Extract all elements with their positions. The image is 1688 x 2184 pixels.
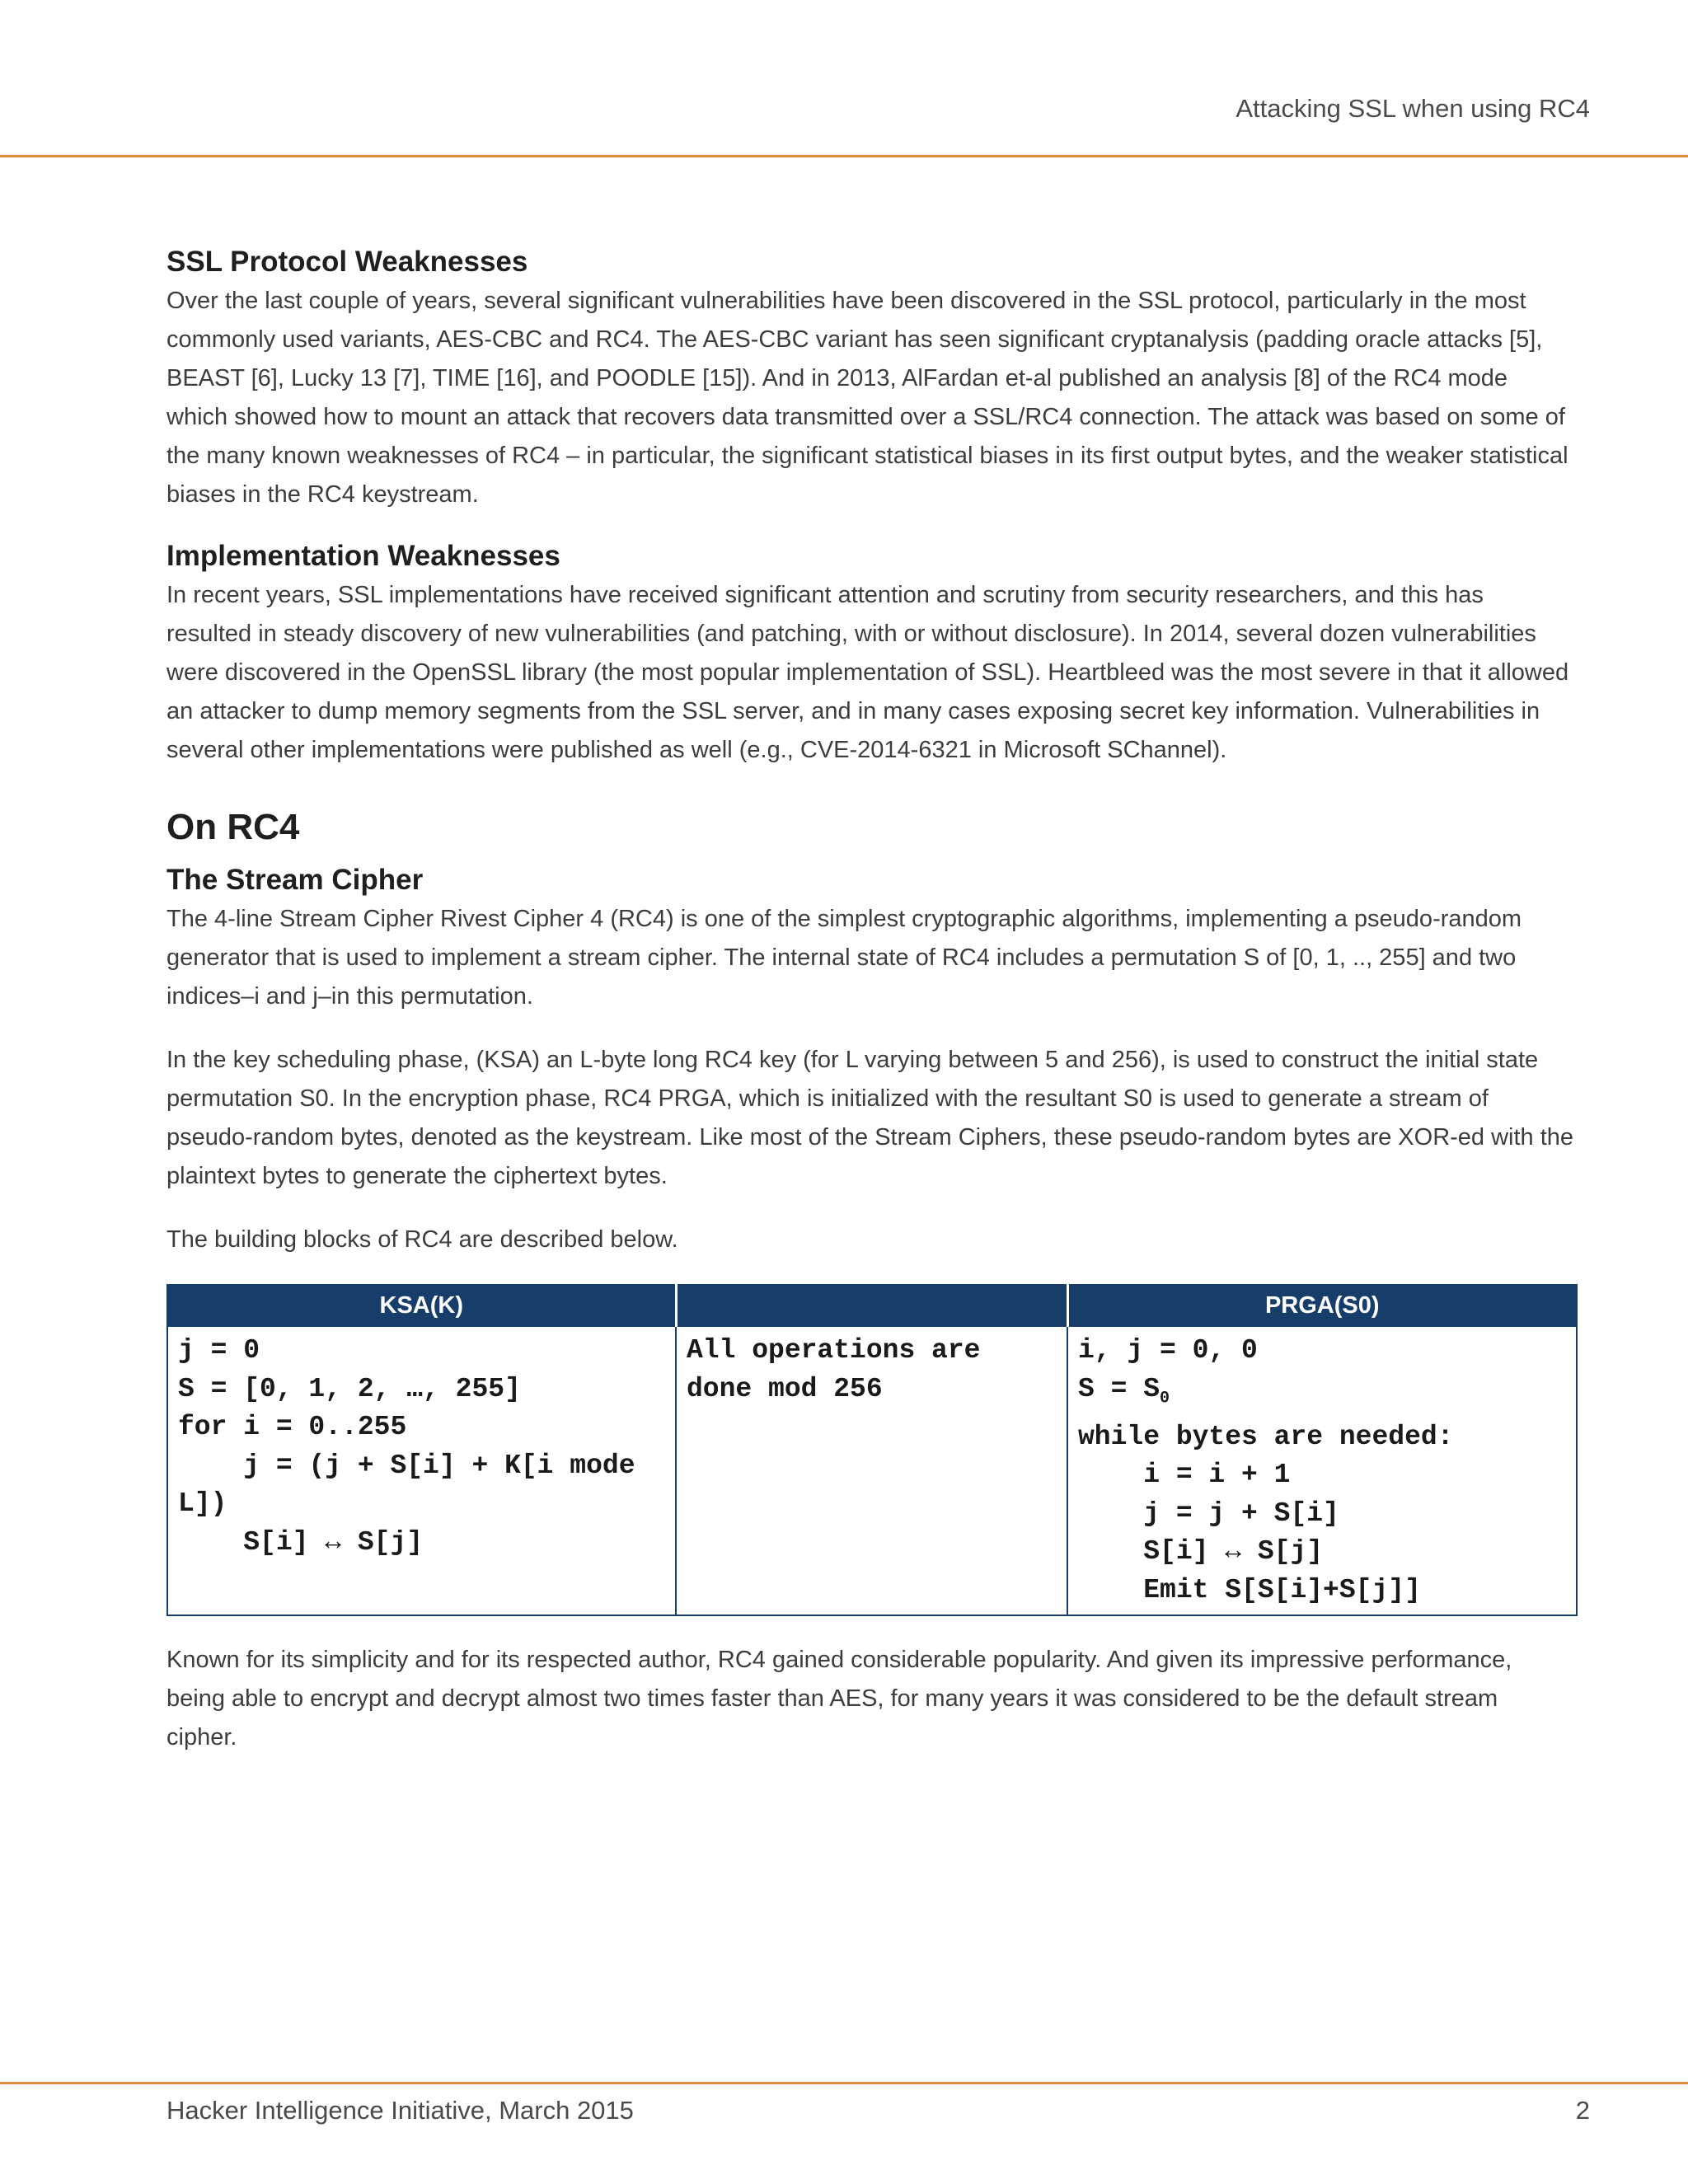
- ksa-line: S = [0, 1, 2, …, 255]: [178, 1373, 521, 1404]
- footer-publication: Hacker Intelligence Initiative, March 2015: [166, 2096, 634, 2125]
- ksa-line: S[i] ↔ S[j]: [178, 1526, 424, 1558]
- heading-stream-cipher: The Stream Cipher: [166, 864, 424, 896]
- paragraph-stream-cipher-2: In the key scheduling phase, (KSA) an L-byte long RC4 key (for L varying between 5 and 256), is used to construct the initial state permutation S0. In the encryption phase, RC4 PRGA, which is initialized with the resultant S0 is used to generate a stream of pseudo-random bytes, denoted as the keystream. Like most of the Stream Ciphers, these pseudo-random bytes are XOR-ed with the plaintext bytes to generate the ciphertext bytes.: [166, 1047, 1574, 1189]
- ksa-line: for i = 0..255: [178, 1412, 407, 1442]
- ksa-line: j = 0: [178, 1335, 260, 1366]
- prga-line: j = j + S[i]: [1078, 1497, 1339, 1529]
- heading-on-rc4: On RC4: [166, 807, 300, 847]
- paragraph-closing: Known for its simplicity and for its respected author, RC4 gained considerable popularity. And given its impressive performance, being able to encrypt and decrypt almost two times faster than AES, for many years it was considered to be the default stream cipher.: [166, 1647, 1512, 1751]
- table-header-blank: [676, 1285, 1067, 1326]
- footer-rule: [0, 2082, 1688, 2084]
- paragraph-building-blocks: The building blocks of RC4 are described below.: [166, 1226, 678, 1253]
- heading-implementation-weaknesses: Implementation Weaknesses: [166, 540, 560, 572]
- page-number: 2: [1575, 2096, 1590, 2125]
- prga-code-cell: [1067, 1326, 1577, 1615]
- page-content: [166, 242, 1574, 1757]
- paragraph-stream-cipher-1: The 4-line Stream Cipher Rivest Cipher 4 (RC4) is one of the simplest cryptographic algorithms, implementing a pseudo-random generator that is used to implement a stream cipher. The internal state of RC4 includes a permutation S of [0, 1, .., 255] and two indices–i and j–in this permutation.: [166, 906, 1522, 1010]
- running-title: Attacking SSL when using RC4: [1236, 94, 1590, 123]
- running-header: [0, 0, 1688, 157]
- table-row: [167, 1326, 1577, 1615]
- paragraph-implementation: In recent years, SSL implementations have received significant attention and scrutiny from security researchers, and this has resulted in steady discovery of new vulnerabilities (and patching, with or without disclosure). In 2014, several dozen vulnerabilities were discovered in the OpenSSL library (the most popular implementation of SSL). Heartbleed was the most severe in that it allowed an attacker to dump memory segments from the SSL server, and in many cases exposing secret key information. Vulnerabilities in several other implementations were published as well (e.g., CVE-2014-6321 in Microsoft SChannel).: [166, 582, 1569, 763]
- prga-s-subscript: 0: [1160, 1389, 1170, 1408]
- table-header-ksa: KSA(K): [167, 1285, 676, 1326]
- ksa-code-cell: [167, 1326, 676, 1615]
- prga-line: Emit S[S[i]+S[j]]: [1078, 1574, 1421, 1605]
- paragraph-ssl-protocol: Over the last couple of years, several significant vulnerabilities have been discovered in the SSL protocol, particularly in the most commonly used variants, AES-CBC and RC4. The AES-CBC variant has seen significant cryptanalysis (padding oracle attacks [5], BEAST [6], Lucky 13 [7], TIME [16], and POODLE [15]). And in 2013, AlFardan et-al published an analysis [8] of the RC4 mode which showed how to mount an attack that recovers data transmitted over a SSL/RC4 connection. The attack was based on some of the many known weaknesses of RC4 – in particular, the significant statistical biases in its first output bytes, and the weaker statistical biases in the RC4 keystream.: [166, 288, 1568, 508]
- prga-line: S[i] ↔ S[j]: [1078, 1536, 1324, 1568]
- prga-line: while bytes are needed:: [1078, 1421, 1454, 1452]
- ksa-line: j = (j + S[i] + K[i mode L]): [178, 1450, 652, 1519]
- rc4-algorithm-table: [166, 1284, 1578, 1616]
- heading-ssl-protocol-weaknesses: SSL Protocol Weaknesses: [166, 246, 528, 278]
- prga-line: [1078, 1371, 1566, 1418]
- prga-line: i = i + 1: [1078, 1460, 1291, 1491]
- prga-s-assign: S = S: [1078, 1373, 1160, 1404]
- operations-note: All operations are done mod 256: [687, 1335, 997, 1404]
- prga-line: i, j = 0, 0: [1078, 1335, 1258, 1366]
- operations-note-cell: [676, 1326, 1067, 1615]
- table-header-prga: PRGA(S0): [1067, 1285, 1577, 1326]
- table-header-row: [167, 1285, 1577, 1326]
